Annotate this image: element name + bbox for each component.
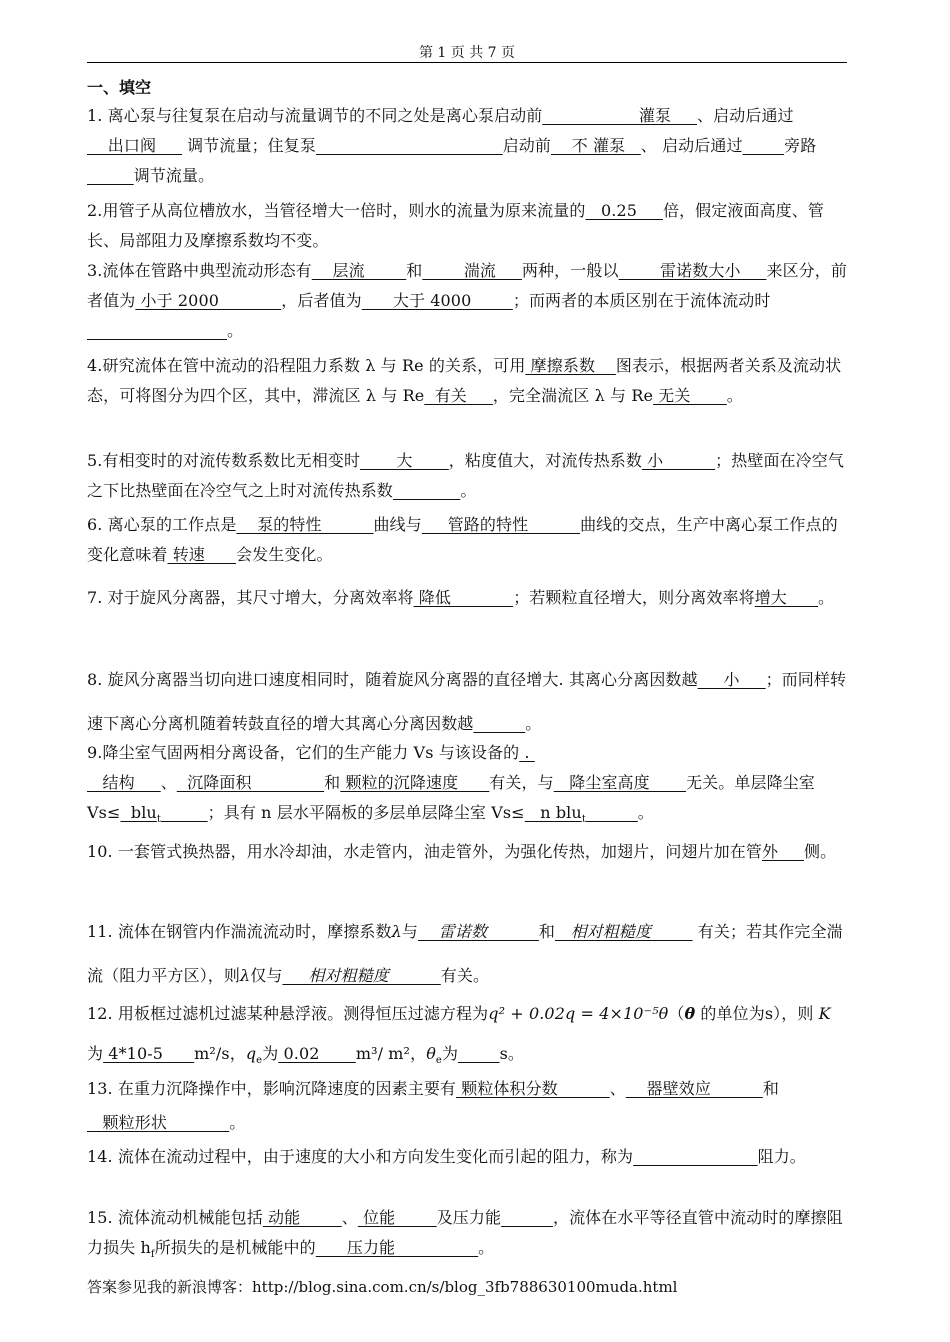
q7-text: ；若颗粒直径增大，则分离效率将 <box>513 588 755 607</box>
q15-text: 所损失的是机械能中的 <box>154 1238 316 1257</box>
q9-answer-0: . <box>519 743 535 762</box>
q12-text: 为 <box>441 1044 459 1063</box>
q1-text: 调节流量。 <box>133 166 215 185</box>
q9-answer-6 <box>524 803 638 826</box>
q12-answer-2: 0.02 <box>278 1044 356 1063</box>
question-11 <box>87 910 847 998</box>
q1-answer-3 <box>316 136 503 155</box>
q8-answer-1: 小 <box>697 670 766 689</box>
q1-text: 、 启动后通过 <box>640 136 743 155</box>
q9-answer-6-tail <box>586 803 638 822</box>
q12-text: m²/s， <box>194 1044 246 1063</box>
question-15 <box>87 1203 847 1263</box>
q9-answer-6-sub: t <box>581 814 586 826</box>
q10-text: 侧。 <box>803 842 837 861</box>
q6-text: 曲线与 <box>373 515 422 534</box>
thetae-symbol: θ <box>426 1044 436 1063</box>
section-title: 一、填空 <box>87 78 152 97</box>
q1-text: 启动前 <box>502 136 551 155</box>
q6-text: 曲线的交点，生产中离心泵工作点的变化意味着 <box>87 515 838 564</box>
q8-text: 8. 旋风分离器当切向进口速度相同时，随着旋风分离器的直径增大. 其离心分离因数越 <box>87 670 698 689</box>
q4-answer-1: 摩擦系数 <box>525 356 616 375</box>
q9-text: 有关，与 <box>489 773 554 792</box>
q7-answer-2: 增大 <box>754 588 819 607</box>
q13-text: 13. 在重力沉降操作中，影响沉降速度的因素主要有 <box>87 1079 457 1098</box>
q6-text: 会发生变化。 <box>236 545 333 564</box>
q12-text: 为 <box>262 1044 279 1063</box>
q8-text: ；而同样转速下离心分离机随着转鼓直径的增大其离心分离因数越 <box>87 670 847 733</box>
q15-text: ，流体在水平等径直管中流动时的摩擦阻力损失 h <box>87 1208 843 1257</box>
q13-answer-3: 颗粒形状 <box>87 1113 230 1132</box>
q1-answer-2: 出口阀 <box>87 136 182 155</box>
q3-text: 两种，一般以 <box>521 261 619 280</box>
q6-text: 6. 离心泵的工作点是 <box>87 515 237 534</box>
q3-answer-3: 雷诺数大小 <box>618 261 767 280</box>
q3-text: 和 <box>406 261 423 280</box>
q11-text: 和 <box>538 922 556 941</box>
q1-answer-6 <box>87 166 134 185</box>
q3-text: 3.流体在管路中典型流动形态有 <box>87 261 312 280</box>
q5-text: ，粘度值大，对流传热系数 <box>448 451 642 470</box>
q15-answer-2: 位能 <box>357 1208 437 1227</box>
q7-text: 7. 对于旋风分离器，其尺寸增大，分离效率将 <box>87 588 414 607</box>
q9-text: 和 <box>324 773 341 792</box>
q11-answer-3: 相对粗糙度 <box>282 966 441 985</box>
q9-text: ；具有 n 层水平隔板的多层单层降尘室 Vs≤ <box>207 803 525 822</box>
q12-text: m³/ m²， <box>355 1044 427 1063</box>
question-13 <box>87 1072 847 1140</box>
q13-answer-1: 颗粒体积分数 <box>456 1079 610 1098</box>
q4-text: ，完全湍流区 λ 与 Re <box>492 386 654 405</box>
q12-text: 的单位为s），则 <box>695 1004 819 1023</box>
lambda-symbol: λ <box>391 922 402 941</box>
question-9 <box>87 738 847 828</box>
q15-text: 及压力能 <box>436 1208 502 1227</box>
q9-answer-6-main: n blu <box>524 803 582 822</box>
q9-answer-3: 颗粒的沉降速度 <box>340 773 490 792</box>
q9-text: 。 <box>637 803 654 822</box>
q15-text: 。 <box>478 1238 495 1257</box>
q3-answer-4: 小于 2000 <box>135 291 282 310</box>
q9-answer-5 <box>120 803 207 826</box>
q4-answer-2: 有关 <box>424 386 493 405</box>
q15-text: 15. 流体流动机械能包括 <box>87 1208 263 1227</box>
lambda-symbol: λ <box>240 966 251 985</box>
q3-text: 。 <box>227 321 244 340</box>
q13-text: 和 <box>762 1079 779 1098</box>
question-4 <box>87 351 847 411</box>
q2-text: 2.用管子从高位槽放水，当管径增大一倍时，则水的流量为原来流量的 <box>87 201 586 220</box>
q13-answer-2: 器壁效应 <box>625 1079 763 1098</box>
q10-answer: 外 <box>761 842 804 861</box>
q15-answer-4: 压力能 <box>315 1238 396 1257</box>
q14-text: 14. 流体在流动过程中，由于速度的大小和方向发生变化而引起的阻力，称为 <box>87 1147 634 1166</box>
q13-text: 、 <box>609 1079 626 1098</box>
q11-text: 11. 流体在钢管内作湍流流动时，摩擦系数 <box>87 922 392 941</box>
q5-text: 5.有相变时的对流传数系数比无相变时 <box>87 451 361 470</box>
q9-answer-5-tail <box>161 803 208 822</box>
q9-text: 无关。单层降尘室 Vs≤ <box>87 773 815 822</box>
q1-answer-5 <box>743 136 785 155</box>
hf-subscript: f <box>150 1249 155 1261</box>
q3-answer-2: 湍流 <box>422 261 522 280</box>
q5-text: ；热壁面在冷空气之下比热壁面在冷空气之上时对流传热系数 <box>87 451 844 500</box>
q11-answer-1: 雷诺数 <box>418 922 539 941</box>
question-10 <box>87 830 847 874</box>
q5-answer-2: 小 <box>641 451 716 470</box>
q11-text: 有关。 <box>440 966 490 985</box>
q9-text: 、 <box>160 773 177 792</box>
q11-text: 与 <box>401 922 418 941</box>
q3-answer-1: 层流 <box>311 261 407 280</box>
question-2 <box>87 196 847 256</box>
q1-text: 调节流量；住复泵 <box>181 136 316 155</box>
filtration-equation: q² + 0.02q = 4×10⁻⁵θ <box>488 1004 669 1023</box>
q2-text: 倍，假定液面高度、管长、局部阻力及摩擦系数均不变。 <box>87 201 824 250</box>
q3-answer-5: 大于 4000 <box>361 291 513 310</box>
q12-text: s。 <box>499 1044 524 1063</box>
k-symbol: K <box>818 1004 831 1023</box>
q9-answer-1: 结构 <box>87 773 161 792</box>
question-12 <box>87 994 847 1074</box>
q5-answer-1: 大 <box>360 451 449 470</box>
question-8 <box>87 658 847 746</box>
q3-text: 来区分，前者值为 <box>87 261 847 310</box>
q11-text: 有关；若其作完全湍流（阻力平方区），则 <box>87 922 843 985</box>
q12-answer-1: 4*10-5 <box>103 1044 195 1063</box>
question-14 <box>87 1142 847 1172</box>
qe-subscript: e <box>256 1055 263 1067</box>
q7-answer-1: 降低 <box>413 588 514 607</box>
q6-answer-3: 转速 <box>167 545 237 564</box>
q15-answer-5 <box>395 1238 478 1257</box>
q15-answer-3 <box>501 1208 553 1227</box>
q8-answer-2 <box>473 714 525 733</box>
q8-text: 。 <box>525 714 542 733</box>
header-rule <box>87 62 847 63</box>
question-1 <box>87 101 847 191</box>
q2-answer: 0.25 <box>585 201 663 220</box>
q13-text: 。 <box>229 1113 246 1132</box>
q11-text: 仅与 <box>250 966 283 985</box>
q3-text: ，后者值为 <box>281 291 362 310</box>
q9-text: 9.降尘室气固两相分离设备，它们的生产能力 Vs 与该设备的 <box>87 743 520 762</box>
q6-answer-2: 管路的特性 <box>421 515 581 534</box>
q6-answer-1: 泵的特性 <box>236 515 374 534</box>
q1-answer-1: __________ 灌泵 <box>542 106 698 125</box>
q3-answer-6 <box>87 321 227 340</box>
q11-answer-2: 相对粗糙度 <box>555 922 693 941</box>
q5-text: 。 <box>460 481 477 500</box>
q12-answer-3 <box>458 1044 500 1063</box>
q10-text: 10. 一套管式换热器，用水冷却油，水走管内，油走管外，为强化传热，加翅片，问翅片加在管 <box>87 842 762 861</box>
q1-text: 旁路 <box>784 136 817 155</box>
qe-symbol: q <box>245 1044 257 1063</box>
q12-text: 12. 用板框过滤机过滤某种悬浮液。测得恒压过滤方程为 <box>87 1004 489 1023</box>
q14-text: 阻力。 <box>757 1147 806 1166</box>
q5-answer-3 <box>393 481 460 500</box>
q1-text: 1. 离心泵与往复泵在启动与流量调节的不同之处是离心泵启动前 <box>87 106 543 125</box>
q3-text: ；而两者的本质区别在于流体流动时 <box>512 291 771 310</box>
q4-text: 图表示，根据两者关系及流动状态，可将图分为四个区，其中，滞流区 λ 与 Re <box>87 356 842 405</box>
q15-answer-1: 动能 <box>262 1208 342 1227</box>
theta-symbol: θ <box>684 1004 696 1023</box>
q1-text: 、启动后通过 <box>697 106 794 125</box>
q1-answer-4: 不 灌泵 <box>551 136 641 155</box>
q4-answer-3: 无关 <box>653 386 727 405</box>
q9-answer-5-sub: t <box>156 814 161 826</box>
page-header: 第 1 页 共 7 页 <box>418 45 516 61</box>
q12-text: （ <box>668 1004 685 1023</box>
footer-note: 答案参见我的新浪博客：http://blog.sina.com.cn/s/blog_3fb788630100muda.html <box>87 1278 678 1296</box>
q9-answer-2: 沉降面积 <box>176 773 325 792</box>
question-6 <box>87 510 847 570</box>
question-7 <box>87 576 847 620</box>
q15-text: 、 <box>341 1208 358 1227</box>
question-3 <box>87 256 847 346</box>
q9-answer-4: 降尘室高度 <box>553 773 687 792</box>
q9-answer-5-main: blu <box>120 803 157 822</box>
q14-answer <box>633 1147 757 1166</box>
question-5 <box>87 446 847 506</box>
q4-text: 4.研究流体在管中流动的沿程阻力系数 λ 与 Re 的关系，可用 <box>87 356 526 375</box>
q7-text: 。 <box>818 588 835 607</box>
q12-text: 为 <box>87 1044 104 1063</box>
q4-text: 。 <box>726 386 743 405</box>
thetae-subscript: e <box>435 1055 442 1067</box>
